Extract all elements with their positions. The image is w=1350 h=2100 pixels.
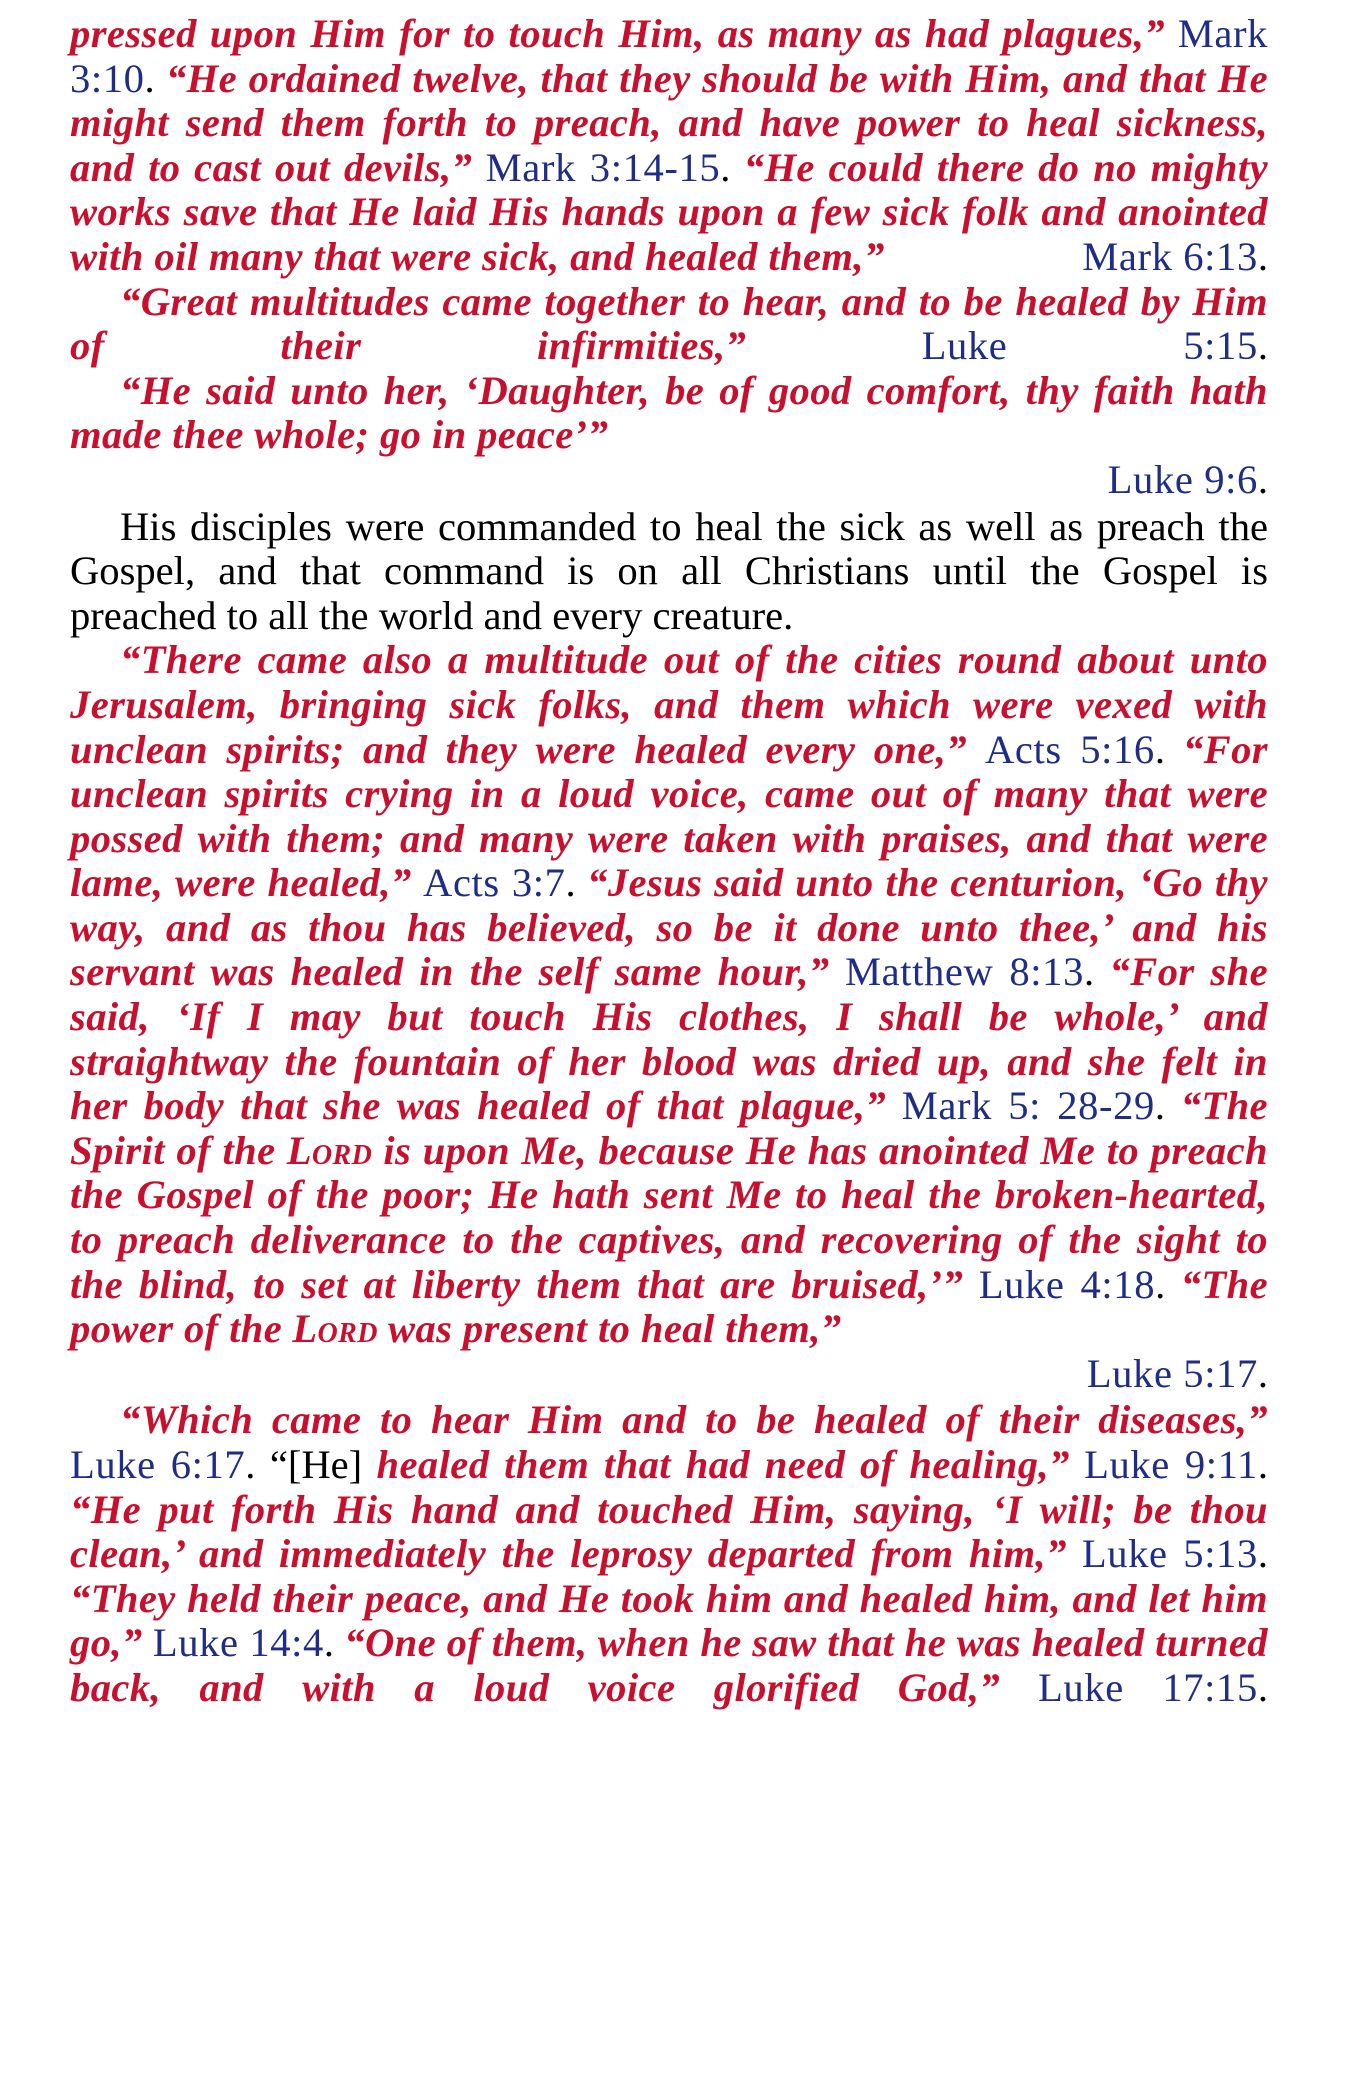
reference-line: Luke 5:17. — [1086, 1350, 1268, 1396]
scripture-reference: Luke 17:15 — [1038, 1664, 1258, 1710]
bracket-insertion: “[He] — [269, 1442, 363, 1487]
scripture-quote: pressed upon Him for to touch Him, as many as had plagues,” — [70, 11, 1165, 56]
scripture-reference: Luke 6:17 — [70, 1442, 246, 1487]
paragraph-great-multitudes: “Great multitudes came together to hear, and to be healed by Him of their infirmities,” Luke 5:15. — [70, 278, 1268, 369]
scripture-reference: Matthew 8:13 — [844, 949, 1084, 995]
lord-small-caps: Lord — [292, 1306, 378, 1352]
book-page — [70, 12, 1268, 1711]
commentary-text: His disciples were commanded to heal the sick as well as preach the Gospel, and that command is on all Christians until the Gospel is preached to all the world and every creature. — [70, 503, 1268, 638]
scripture-quote: “He could there do no mighty works save that He laid His hands upon a few sick folk and anointed with oil many that were sick, and healed them,” — [70, 144, 1268, 279]
scripture-reference: Acts 3:7 — [423, 860, 566, 906]
scripture-quote: “There came also a multitude out of the cities round about unto Jerusalem, bringing sick folks, and them which were vexed with unclean spirits; and they were healed every one,” — [70, 637, 1268, 772]
scripture-quote: “The power of the — [70, 1261, 1268, 1352]
scripture-quote: “Great multitudes came together to hear, and to be healed by Him of their infirmities,” — [70, 278, 1268, 369]
scripture-reference: Luke 14:4 — [152, 1620, 324, 1666]
scripture-reference: Luke 9:11 — [1084, 1442, 1258, 1487]
scripture-quote: is upon Me, because He has anointed Me to preach the Gospel of the poor; He hath sent Me to heal the broken-hearted, to preach deliverance to the captives, and recovering of the sight to the blind, to set at liberty them that are bruised,’” — [70, 1127, 1268, 1307]
paragraph-luke-verses: “Which came to hear Him and to be healed of their diseases,” Luke 6:17. “[He] healed them that had need of healing,” Luke 9:11. “He put forth His hand and touched Him, saying, ‘I will; be thou clean,’ and immediately the leprosy departed from him,” Luke 5:13. “They held their peace, and He took him and healed him, and let him go,” Luke 14:4. “One of them, when he saw that he was healed turned back, and with a loud voice glorified God,” Luke 17:15. — [70, 1397, 1269, 1710]
reference-line: Luke 9:6. — [1107, 456, 1268, 502]
scripture-reference: Luke 5:13 — [1081, 1531, 1258, 1577]
paragraph-healing-verses: “There came also a multitude out of the cities round about unto Jerusalem, bringing sick folks, and them which were vexed with unclean spirits; and they were healed every one,” Acts 5:16. “For unclean spirits crying in a loud voice, came out of many that were possed with them; and many were taken with praises, and that were lame, were healed,” Acts 3:7. “Jesus said unto the centurion, ‘Go thy way, and as thou has believed, so be it done unto thee,’ and his servant was healed in the self same hour,” Matthew 8:13. “For she said, ‘If I may but touch His clothes, I shall be whole,’ and straightway the fountain of her blood was dried up, and she felt in her body that she was healed of that plague,” Mark 5: 28-29. “The Spirit of the Lord is upon Me, because He has anointed Me to preach the Gospel of the poor; He hath sent Me to heal the broken-hearted, to preach deliverance to the captives, and recovering of the sight to the blind, to set at liberty them that are bruised,’” Luke 4:18. “The power of the Lord was present to heal them,” — [70, 637, 1268, 1352]
scripture-reference: Mark 5: 28-29 — [901, 1083, 1155, 1129]
scripture-quote: “Which came to hear Him and to be healed of their diseases,” — [120, 1397, 1268, 1443]
scripture-quote: was present to heal them,” — [388, 1306, 842, 1352]
scripture-quote: “He put forth His hand and touched Him, saying, ‘I will; be thou clean,’ and immediately the leprosy departed from him,” — [70, 1486, 1268, 1577]
scripture-reference: Mark 3:10 — [70, 11, 1268, 101]
scripture-reference: Mark 3:14-15 — [485, 144, 721, 190]
scripture-reference: Mark 6:13 — [1082, 233, 1258, 279]
paragraph-mark-verses: pressed upon Him for to touch Him, as many as had plagues,” Mark 3:10. “He ordained twelve, that they should be with Him, and that He might send them forth to preach, and have power to heal sickness, and to cast out devils,” Mark 3:14-15. “He could there do no mighty works save that He laid His hands upon a few sick folk and anointed with oil many that were sick, and healed them,” — [70, 11, 1268, 279]
scripture-reference: Luke 5:15 — [921, 323, 1258, 369]
scripture-quote: “He ordained twelve, that they should be with Him, and that He might send them forth to preach, and have power to heal sickness, and to cast out devils,” — [70, 55, 1268, 190]
scripture-quote: “One of them, when he saw that he was healed turned back, and with a loud voice glorified God,” — [70, 1620, 1268, 1710]
scripture-quote: “For unclean spirits crying in a loud voice, came out of many that were possed with them; and many were taken with praises, and that were lame, were healed,” — [70, 726, 1268, 906]
scripture-reference: Acts 5:16 — [984, 726, 1155, 772]
scripture-reference: Luke 9:6 — [1107, 456, 1258, 502]
reference-line: Mark 6:13. — [1082, 233, 1268, 279]
paragraph-commentary — [70, 505, 1268, 639]
lord-small-caps: Lord — [286, 1127, 373, 1173]
scripture-reference: Luke 5:17 — [1086, 1350, 1258, 1396]
scripture-reference: Luke 4:18 — [978, 1261, 1156, 1307]
paragraph-daughter — [70, 369, 1268, 458]
scripture-quote: “He said unto her, ‘Daughter, be of good comfort, thy faith hath made thee whole; go in peace’” — [70, 367, 1268, 458]
scripture-quote: healed them that had need of healing,” — [376, 1442, 1070, 1487]
scripture-quote: “Jesus said unto the centurion, ‘Go thy way, and as thou has believed, so be it done unto thee,’ and his servant was healed in the self same hour,” — [70, 860, 1268, 995]
scripture-quote: “For she said, ‘If I may but touch His clothes, I shall be whole,’ and straightway the fountain of her blood was dried up, and she felt in her body that she was healed of that plague,” — [70, 949, 1268, 1129]
scripture-quote: “The Spirit of the — [70, 1083, 1268, 1173]
scripture-quote: “They held their peace, and He took him and healed him, and let him go,” — [70, 1575, 1268, 1666]
